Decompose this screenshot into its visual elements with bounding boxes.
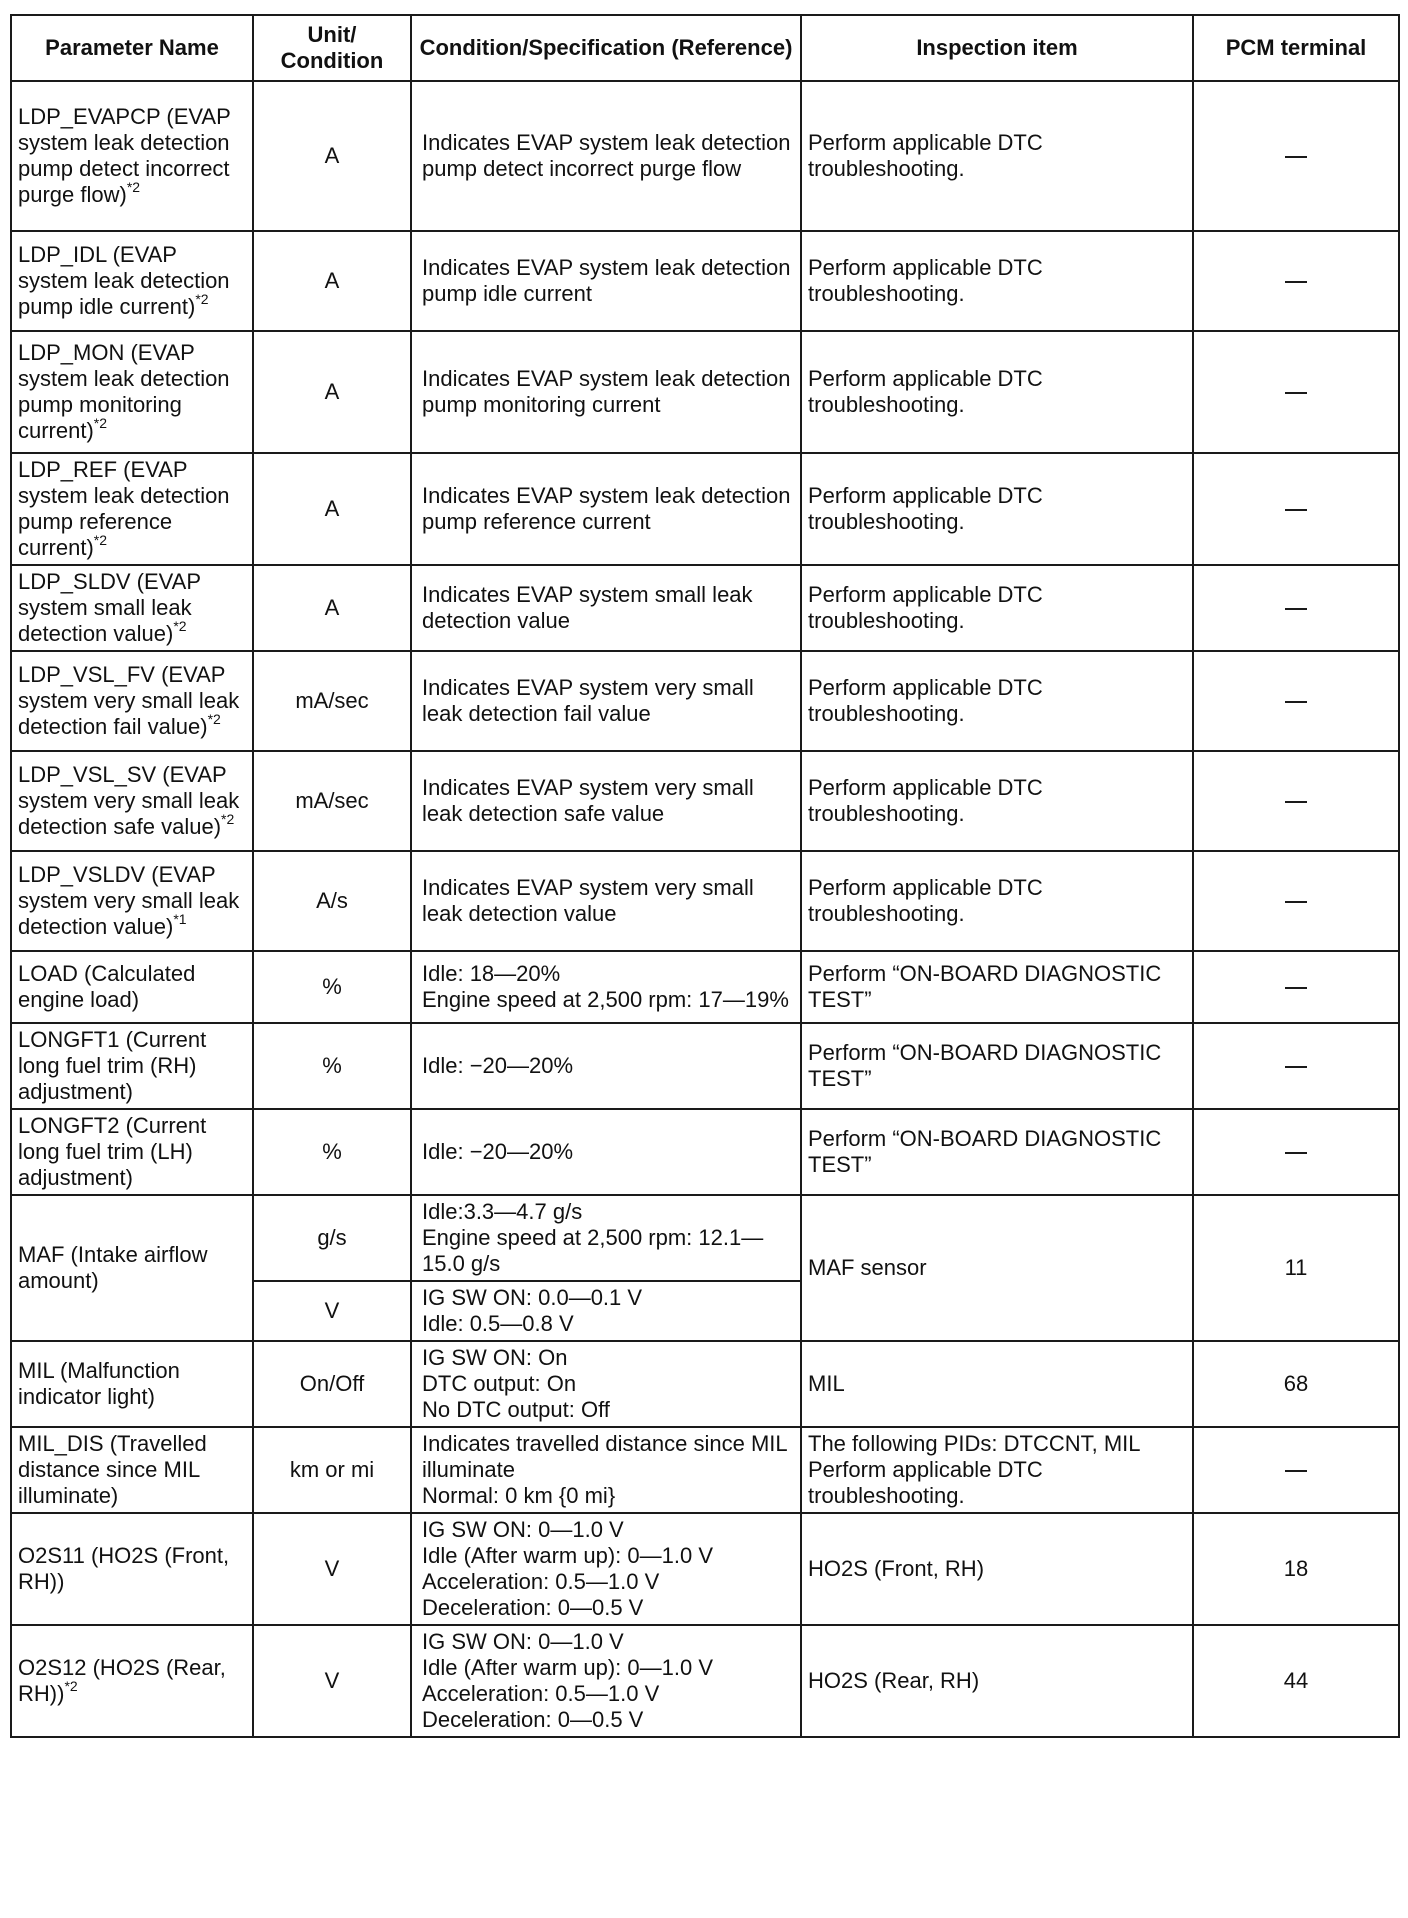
table-row	[11, 231, 1399, 331]
parameter-name-cell	[11, 1513, 253, 1625]
condition-cell	[411, 1023, 801, 1109]
inspection-cell	[801, 851, 1193, 951]
unit-cell: V	[253, 1625, 411, 1737]
inspection-cell	[801, 565, 1193, 651]
dash-mark	[1285, 801, 1307, 803]
condition-line: No DTC output: Off	[422, 1397, 610, 1422]
condition-cell	[411, 1341, 801, 1427]
parameter-name-cell	[11, 1023, 253, 1109]
parameter-name: LONGFT1 (Current long fuel trim (RH) adjustment)	[18, 1027, 207, 1104]
pcm-terminal-cell	[1193, 81, 1399, 231]
header-unit-condition: Unit/ Condition	[253, 15, 411, 81]
parameter-name-cell	[11, 851, 253, 951]
condition-cell	[411, 1427, 801, 1513]
condition-line: Idle (After warm up): 0—1.0 V	[422, 1543, 713, 1568]
inspection-cell	[801, 951, 1193, 1023]
header-parameter-name: Parameter Name	[11, 15, 253, 81]
dash-mark	[1285, 1152, 1307, 1154]
table-row	[11, 851, 1399, 951]
condition-cell	[411, 651, 801, 751]
unit-cell: %	[253, 1109, 411, 1195]
pcm-terminal-cell: 11	[1193, 1195, 1399, 1341]
inspection-cell: MAF sensor	[801, 1195, 1193, 1341]
parameter-name: LDP_REF (EVAP system leak detection pump reference current)	[18, 457, 230, 560]
parameter-name: MAF (Intake airflow amount)	[18, 1242, 208, 1293]
parameter-name: O2S12 (HO2S (Rear, RH))	[18, 1655, 226, 1706]
unit-cell: %	[253, 951, 411, 1023]
table-row	[11, 1023, 1399, 1109]
footnote-mark: *2	[221, 810, 235, 827]
dash-mark	[1285, 701, 1307, 703]
inspection-cell	[801, 751, 1193, 851]
condition-line: Indicates EVAP system very small leak detection value	[422, 875, 754, 926]
parameter-name-cell	[11, 231, 253, 331]
condition-line: Acceleration: 0.5—1.0 V	[422, 1569, 660, 1594]
condition-line: Indicates EVAP system very small leak detection safe value	[422, 775, 754, 826]
parameter-name: LDP_VSLDV (EVAP system very small leak detection value)	[18, 862, 240, 939]
header-inspection-item: Inspection item	[801, 15, 1193, 81]
condition-cell	[411, 1195, 801, 1281]
pcm-terminal-cell	[1193, 1109, 1399, 1195]
condition-line: IG SW ON: 0—1.0 V	[422, 1517, 624, 1542]
condition-line: Indicates EVAP system leak detection pump reference current	[422, 483, 791, 534]
table-row	[11, 651, 1399, 751]
header-row	[11, 15, 1399, 81]
condition-cell	[411, 751, 801, 851]
inspection-line: Perform applicable DTC troubleshooting.	[808, 366, 1043, 417]
inspection-line: Perform applicable DTC troubleshooting.	[808, 1457, 1043, 1508]
unit-cell: mA/sec	[253, 651, 411, 751]
condition-cell	[411, 951, 801, 1023]
inspection-line: Perform applicable DTC troubleshooting.	[808, 130, 1043, 181]
parameter-name-cell	[11, 1625, 253, 1737]
unit-cell: V	[253, 1281, 411, 1341]
table-row	[11, 81, 1399, 231]
pcm-terminal-cell: 18	[1193, 1513, 1399, 1625]
unit-cell: A	[253, 331, 411, 453]
unit-cell: On/Off	[253, 1341, 411, 1427]
condition-line: IG SW ON: On	[422, 1345, 568, 1370]
table-row	[11, 1341, 1399, 1427]
parameter-name-cell	[11, 651, 253, 751]
pid-spec-table	[10, 14, 1400, 1738]
inspection-cell	[801, 1023, 1193, 1109]
condition-line: Acceleration: 0.5—1.0 V	[422, 1681, 660, 1706]
pcm-terminal-cell	[1193, 1023, 1399, 1109]
condition-cell	[411, 1513, 801, 1625]
condition-cell	[411, 1281, 801, 1341]
table-row	[11, 751, 1399, 851]
inspection-line: Perform applicable DTC troubleshooting.	[808, 255, 1043, 306]
dash-mark	[1285, 281, 1307, 283]
parameter-name: LDP_MON (EVAP system leak detection pump monitoring current)	[18, 340, 230, 443]
pcm-terminal-cell: 68	[1193, 1341, 1399, 1427]
table-row	[11, 1427, 1399, 1513]
condition-line: IG SW ON: 0.0—0.1 V	[422, 1285, 643, 1310]
dash-mark	[1285, 901, 1307, 903]
inspection-cell	[801, 1427, 1193, 1513]
condition-line: Indicates EVAP system very small leak detection fail value	[422, 675, 754, 726]
table-row	[11, 1109, 1399, 1195]
parameter-name: LDP_IDL (EVAP system leak detection pump idle current)	[18, 242, 230, 319]
condition-line: Indicates EVAP system small leak detection value	[422, 582, 753, 633]
table-row	[11, 453, 1399, 565]
inspection-line: The following PIDs: DTCCNT, MIL	[808, 1431, 1141, 1456]
pcm-terminal-cell	[1193, 231, 1399, 331]
parameter-name: LDP_EVAPCP (EVAP system leak detection pump detect incorrect purge flow)	[18, 104, 231, 207]
parameter-name-cell	[11, 1341, 253, 1427]
footnote-mark: *2	[93, 531, 108, 548]
footnote-mark: *2	[64, 1677, 78, 1694]
condition-line: IG SW ON: 0—1.0 V	[422, 1629, 624, 1654]
inspection-cell	[801, 231, 1193, 331]
parameter-name-cell	[11, 1109, 253, 1195]
inspection-line: HO2S (Front, RH)	[808, 1556, 985, 1581]
unit-cell: g/s	[253, 1195, 411, 1281]
footnote-mark: *2	[207, 710, 221, 727]
condition-cell	[411, 81, 801, 231]
condition-line: Deceleration: 0—0.5 V	[422, 1595, 644, 1620]
dash-mark	[1285, 156, 1307, 158]
pcm-terminal-cell	[1193, 651, 1399, 751]
condition-line: Idle: −20—20%	[422, 1053, 574, 1078]
condition-line: Deceleration: 0—0.5 V	[422, 1707, 644, 1732]
condition-cell	[411, 231, 801, 331]
parameter-name-cell	[11, 1427, 253, 1513]
inspection-line: Perform applicable DTC troubleshooting.	[808, 582, 1043, 633]
inspection-cell	[801, 1625, 1193, 1737]
condition-line: Idle: −20—20%	[422, 1139, 574, 1164]
condition-line: Normal: 0 km {0 mi}	[422, 1483, 616, 1508]
dash-mark	[1285, 509, 1307, 511]
parameter-name: LDP_VSL_FV (EVAP system very small leak detection fail value)	[18, 662, 240, 739]
inspection-cell	[801, 1341, 1193, 1427]
inspection-line: Perform applicable DTC troubleshooting.	[808, 675, 1043, 726]
pcm-terminal-cell: 44	[1193, 1625, 1399, 1737]
unit-cell: mA/sec	[253, 751, 411, 851]
inspection-cell	[801, 81, 1193, 231]
pid-spec-document	[10, 14, 1398, 1738]
condition-line: Indicates EVAP system leak detection pump monitoring current	[422, 366, 791, 417]
dash-mark	[1285, 987, 1307, 989]
condition-cell	[411, 453, 801, 565]
parameter-name: MIL (Malfunction indicator light)	[18, 1358, 180, 1409]
header-condition-specification: Condition/Specification (Reference)	[411, 15, 801, 81]
condition-line: Idle: 18—20%	[422, 961, 561, 986]
pcm-terminal-cell	[1193, 565, 1399, 651]
parameter-name-cell	[11, 951, 253, 1023]
condition-line: Indicates EVAP system leak detection pump detect incorrect purge flow	[422, 130, 791, 181]
parameter-name-cell	[11, 331, 253, 453]
unit-cell: A/s	[253, 851, 411, 951]
pcm-terminal-cell	[1193, 751, 1399, 851]
condition-cell	[411, 1625, 801, 1737]
inspection-line: Perform applicable DTC troubleshooting.	[808, 483, 1043, 534]
dash-mark	[1285, 1066, 1307, 1068]
unit-cell: A	[253, 81, 411, 231]
parameter-name-cell	[11, 81, 253, 231]
footnote-mark: *2	[195, 290, 209, 307]
condition-cell	[411, 565, 801, 651]
condition-line: DTC output: On	[422, 1371, 577, 1396]
condition-line: Indicates travelled distance since MIL illuminate	[422, 1431, 787, 1482]
condition-line: Engine speed at 2,500 rpm: 17—19%	[422, 987, 789, 1012]
inspection-line: MIL	[808, 1371, 845, 1396]
table-row	[11, 1625, 1399, 1737]
inspection-cell	[801, 651, 1193, 751]
condition-line: Idle (After warm up): 0—1.0 V	[422, 1655, 713, 1680]
parameter-name: LDP_VSL_SV (EVAP system very small leak detection safe value)	[18, 762, 240, 839]
inspection-line: Perform “ON-BOARD DIAGNOSTIC TEST”	[808, 1126, 1162, 1177]
dash-mark	[1285, 608, 1307, 610]
table-row	[11, 565, 1399, 651]
parameter-name-cell	[11, 453, 253, 565]
condition-cell	[411, 331, 801, 453]
condition-line: Idle:3.3—4.7 g/s	[422, 1199, 583, 1224]
unit-cell: %	[253, 1023, 411, 1109]
parameter-name: LOAD (Calculated engine load)	[18, 961, 196, 1012]
parameter-name: O2S11 (HO2S (Front, RH))	[18, 1543, 230, 1594]
table-row	[11, 331, 1399, 453]
dash-mark	[1285, 392, 1307, 394]
condition-line: Idle: 0.5—0.8 V	[422, 1311, 574, 1336]
header-pcm-terminal: PCM terminal	[1193, 15, 1399, 81]
pcm-terminal-cell	[1193, 1427, 1399, 1513]
pcm-terminal-cell	[1193, 331, 1399, 453]
parameter-name: LONGFT2 (Current long fuel trim (LH) adjustment)	[18, 1113, 207, 1190]
table-row-maf	[11, 1195, 1399, 1281]
footnote-mark: *2	[93, 414, 108, 431]
condition-line: Indicates EVAP system leak detection pump idle current	[422, 255, 791, 306]
parameter-name: LDP_SLDV (EVAP system small leak detection value)	[18, 569, 201, 646]
unit-cell: km or mi	[253, 1427, 411, 1513]
inspection-line: Perform applicable DTC troubleshooting.	[808, 875, 1043, 926]
footnote-mark: *2	[126, 178, 141, 195]
inspection-line: HO2S (Rear, RH)	[808, 1668, 980, 1693]
inspection-cell	[801, 453, 1193, 565]
inspection-line: Perform “ON-BOARD DIAGNOSTIC TEST”	[808, 1040, 1162, 1091]
unit-cell: A	[253, 231, 411, 331]
table-row	[11, 951, 1399, 1023]
table-row	[11, 1513, 1399, 1625]
pcm-terminal-cell	[1193, 851, 1399, 951]
pcm-terminal-cell	[1193, 453, 1399, 565]
inspection-line: Perform applicable DTC troubleshooting.	[808, 775, 1043, 826]
condition-cell	[411, 1109, 801, 1195]
inspection-cell	[801, 1513, 1193, 1625]
inspection-cell	[801, 1109, 1193, 1195]
condition-cell	[411, 851, 801, 951]
unit-cell: V	[253, 1513, 411, 1625]
inspection-cell	[801, 331, 1193, 453]
parameter-name-cell	[11, 1195, 253, 1341]
footnote-mark: *1	[173, 910, 187, 927]
pcm-terminal-cell	[1193, 951, 1399, 1023]
inspection-line: Perform “ON-BOARD DIAGNOSTIC TEST”	[808, 961, 1162, 1012]
unit-cell: A	[253, 453, 411, 565]
parameter-name-cell	[11, 751, 253, 851]
condition-line: Engine speed at 2,500 rpm: 12.1—15.0 g/s	[422, 1225, 764, 1276]
unit-cell: A	[253, 565, 411, 651]
parameter-name-cell	[11, 565, 253, 651]
parameter-name: MIL_DIS (Travelled distance since MIL illuminate)	[18, 1431, 207, 1508]
dash-mark	[1285, 1470, 1307, 1472]
footnote-mark: *2	[173, 617, 187, 634]
